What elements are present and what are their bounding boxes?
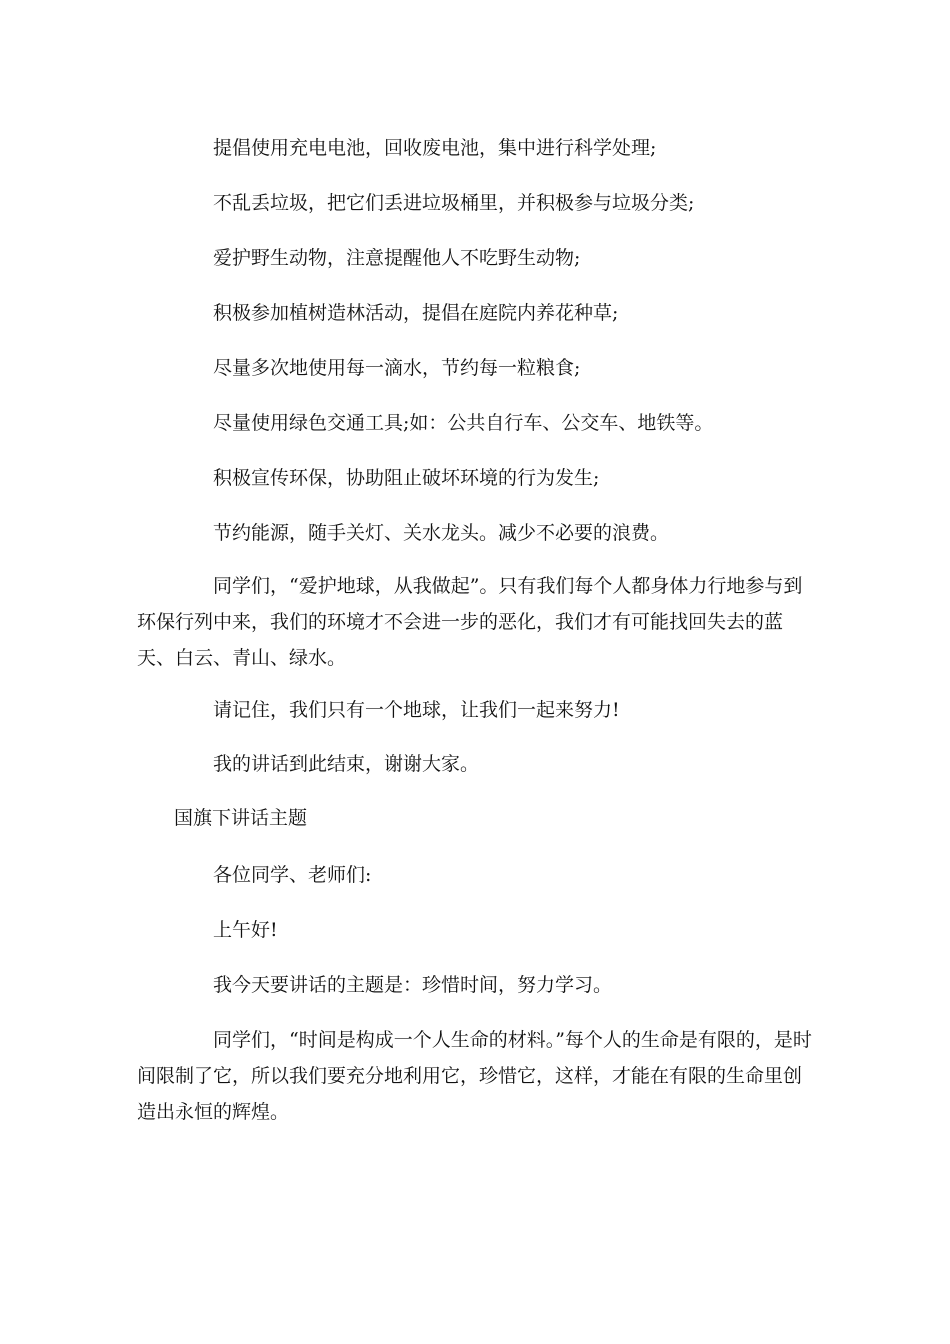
paragraph-8: 节约能源，随手关灯、关水龙头。减少不必要的浪费。	[213, 522, 670, 544]
paragraph-6: 尽量使用绿色交通工具;如：公共自行车、公交车、地铁等。	[213, 412, 714, 434]
paragraph-10: 请记住，我们只有一个地球，让我们一起来努力!	[213, 699, 620, 721]
paragraph-1: 提倡使用充电电池，回收废电池，集中进行科学处理;	[213, 137, 657, 159]
paragraph-11: 我的讲话到此结束，谢谢大家。	[213, 753, 480, 775]
section-paragraph-4: 同学们，“时间是构成一个人生命的材料。”每个人的生命是有限的，是时间限制了它，所以我们要充分地利用它，珍惜它，这样，才能在有限的生命里创造出永恒的辉煌。	[137, 1029, 812, 1123]
section-paragraph-2: 上午好!	[213, 919, 278, 941]
paragraph-7: 积极宣传环保，协助阻止破坏环境的行为发生;	[213, 467, 600, 489]
paragraph-4: 积极参加植树造林活动，提倡在庭院内养花种草;	[213, 302, 619, 324]
section-paragraph-3: 我今天要讲话的主题是：珍惜时间，努力学习。	[213, 974, 613, 996]
paragraph-3: 爱护野生动物，注意提醒他人不吃野生动物;	[213, 247, 581, 269]
paragraph-2: 不乱丢垃圾，把它们丢进垃圾桶里，并积极参与垃圾分类;	[213, 192, 695, 214]
paragraph-5: 尽量多次地使用每一滴水，节约每一粒粮食;	[213, 357, 581, 379]
paragraph-9: 同学们，“爱护地球，从我做起”。只有我们每个人都身体力行地参与到环保行列中来，我们的环境才不会进一步的恶化，我们才有可能找回失去的蓝天、白云、青山、绿水。	[137, 575, 803, 669]
section-title: 国旗下讲话主题	[174, 807, 308, 829]
section-paragraph-1: 各位同学、老师们:	[213, 864, 372, 886]
